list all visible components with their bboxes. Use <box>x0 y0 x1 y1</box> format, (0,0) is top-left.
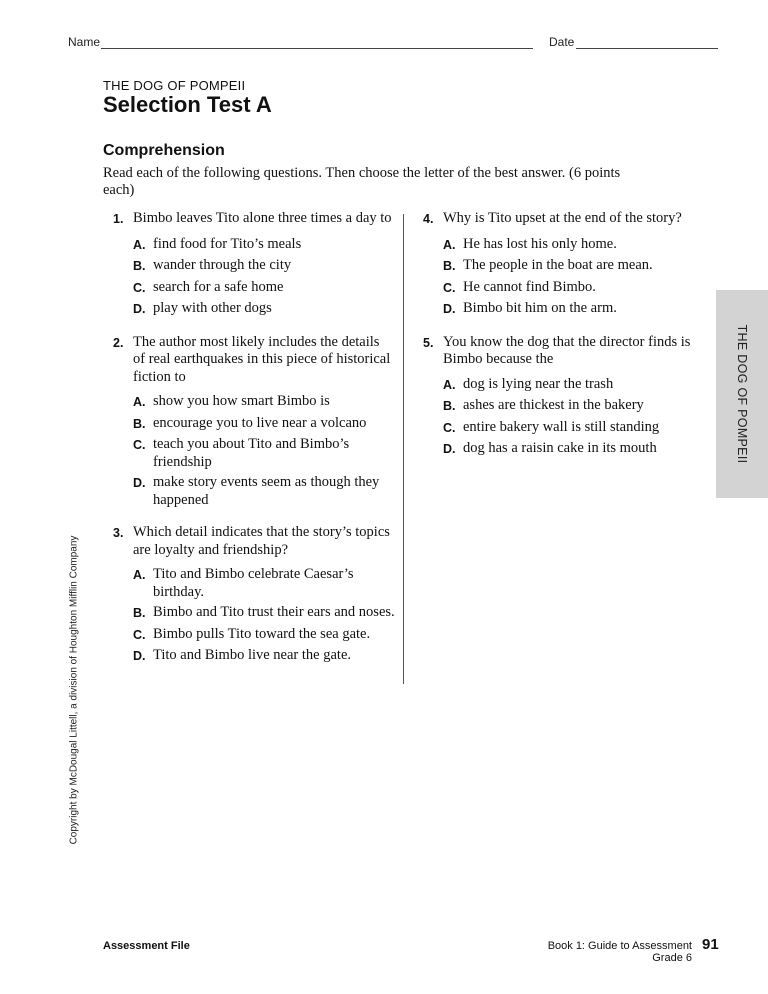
footer-left: Assessment File <box>103 940 190 952</box>
option-letter: A. <box>133 568 146 582</box>
option-letter: A. <box>133 395 146 409</box>
option-a <box>133 236 395 255</box>
option-text: wander through the city <box>153 257 292 273</box>
option-text: Tito and Bimbo live near the gate. <box>153 647 352 663</box>
option-letter: A. <box>133 237 146 252</box>
option-c <box>443 419 713 438</box>
option-text: Tito and Bimbo celebrate Caesar’s birthday. <box>153 566 354 600</box>
option-letter: A. <box>443 377 456 392</box>
name-label: Name <box>68 35 101 49</box>
option-text: encourage you to live near a volcano <box>153 414 367 431</box>
option-c <box>133 626 395 645</box>
option-text: He has lost his only home. <box>463 235 617 252</box>
footer-grade: Grade 6 <box>652 952 692 964</box>
option-b <box>133 604 395 623</box>
page-number: 91 <box>702 936 719 953</box>
date-line <box>576 48 718 49</box>
option-text: dog is lying near the trash <box>463 375 614 392</box>
option-text: He cannot find Bimbo. <box>463 278 596 295</box>
option-text: make story events seem as though they happened <box>153 474 380 508</box>
question-2 <box>113 334 395 510</box>
date-label: Date <box>549 35 575 49</box>
option-letter: D. <box>133 476 146 490</box>
option-a <box>443 236 713 255</box>
option-letter: D. <box>133 649 146 663</box>
footer-right <box>548 940 692 964</box>
option-d <box>443 300 713 319</box>
option-letter: A. <box>443 237 456 252</box>
option-c <box>133 436 395 471</box>
option-letter: C. <box>443 280 456 295</box>
question-number: 3. <box>113 526 124 540</box>
option-text: show you how smart Bimbo is <box>153 393 330 409</box>
question-text: Bimbo leaves Tito alone three times a day to <box>133 210 392 226</box>
option-a <box>443 376 713 395</box>
copyright-notice: Copyright by McDougal Littell, a division of Houghton Mifflin Company <box>68 535 80 845</box>
option-letter: B. <box>133 416 146 431</box>
selection-series: THE DOG OF POMPEII <box>103 78 246 93</box>
option-letter: D. <box>443 302 456 316</box>
option-text: Bimbo pulls Tito toward the sea gate. <box>153 625 371 642</box>
option-c <box>133 279 395 298</box>
option-d <box>133 300 395 319</box>
question-1 <box>113 210 395 319</box>
option-a <box>133 393 395 412</box>
option-c <box>443 279 713 298</box>
instructions: Read each of the following questions. Then choose the letter of the best answer. (6 points each) <box>103 165 621 198</box>
side-tab-label: THE DOG OF POMPEII <box>735 324 749 464</box>
option-text: entire bakery wall is still standing <box>463 418 660 435</box>
option-text: The people in the boat are mean. <box>463 257 653 273</box>
question-number: 5. <box>423 335 434 350</box>
option-letter: D. <box>443 442 456 456</box>
questions-right-column <box>423 210 713 474</box>
question-3 <box>113 524 395 666</box>
option-letter: D. <box>133 302 146 316</box>
option-letter: C. <box>443 420 456 435</box>
option-text: Bimbo bit him on the arm. <box>463 300 617 316</box>
column-divider <box>403 214 404 684</box>
question-number: 2. <box>113 335 124 350</box>
question-5 <box>423 334 713 459</box>
option-letter: C. <box>133 438 146 452</box>
option-b <box>443 257 713 276</box>
footer-book: Book 1: Guide to Assessment <box>547 940 692 952</box>
option-letter: B. <box>443 259 456 273</box>
option-text: play with other dogs <box>153 300 272 316</box>
option-text: find food for Tito’s meals <box>153 235 302 252</box>
option-letter: B. <box>133 259 146 273</box>
option-text: dog has a raisin cake in its mouth <box>463 440 657 456</box>
question-text: You know the dog that the director finds is Bimbo because the <box>443 333 691 367</box>
option-letter: C. <box>133 627 146 642</box>
question-text: The author most likely includes the details of real earthquakes in this piece of historical fiction to <box>133 333 391 385</box>
option-text: teach you about Tito and Bimbo’s friendship <box>153 436 350 470</box>
option-d <box>133 647 395 666</box>
option-letter: C. <box>133 280 146 295</box>
question-number: 1. <box>113 212 124 226</box>
option-d <box>443 440 713 459</box>
option-d <box>133 474 395 509</box>
option-text: Bimbo and Tito trust their ears and noses. <box>153 604 395 620</box>
option-text: ashes are thickest in the bakery <box>463 397 644 413</box>
question-number: 4. <box>423 212 434 226</box>
page-title: Selection Test A <box>103 92 272 117</box>
option-letter: B. <box>133 606 146 620</box>
name-line <box>101 48 533 49</box>
question-text: Why is Tito upset at the end of the story? <box>443 210 682 226</box>
option-text: search for a safe home <box>153 278 284 295</box>
option-b <box>443 397 713 416</box>
option-b <box>133 415 395 434</box>
question-4 <box>423 210 713 319</box>
option-letter: B. <box>443 399 456 413</box>
section-heading: Comprehension <box>103 142 225 159</box>
question-text: Which detail indicates that the story’s topics are loyalty and friendship? <box>133 524 390 558</box>
option-b <box>133 257 395 276</box>
questions-left-column <box>113 210 395 681</box>
option-a <box>133 566 395 601</box>
